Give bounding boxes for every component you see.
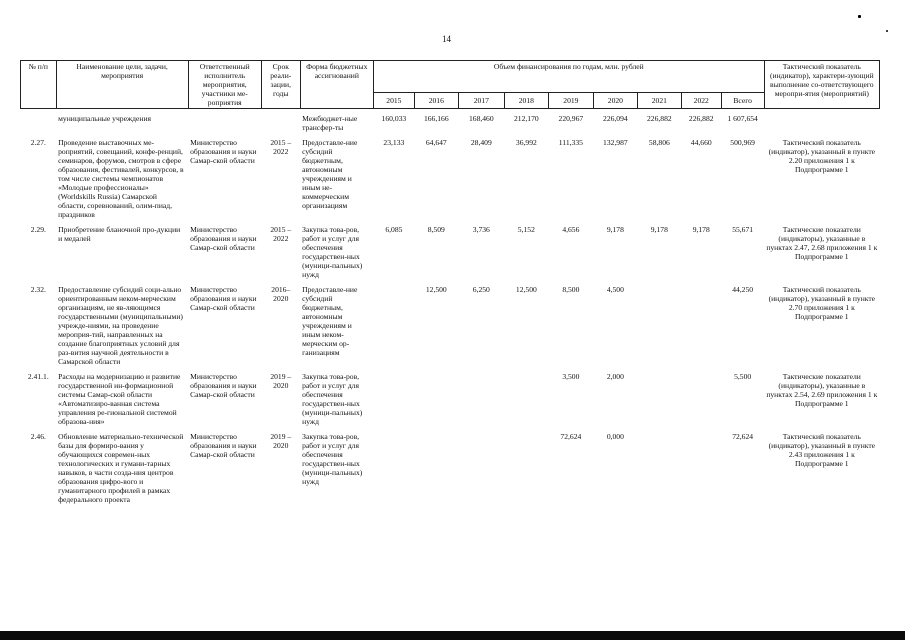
table-row — [21, 367, 880, 427]
row-term: 2015 – 2022 — [270, 225, 292, 243]
row-form: Межбюджет-ные трансфер-ты — [302, 114, 358, 132]
row-value-2016 — [414, 367, 458, 427]
header-year-2020: 2020 — [593, 92, 637, 108]
row-term: 2015 – 2022 — [270, 138, 292, 156]
row-value-2021: 9,178 — [650, 225, 668, 234]
row-indicator: Тактический показатель (индикатор), указанный в пункте 2.20 приложения 1 к Подпрограмме 1 — [768, 138, 876, 174]
row-term: 2019 – 2020 — [270, 372, 292, 390]
row-value-2015 — [373, 280, 414, 367]
row-term: 2016– 2020 — [271, 285, 291, 303]
table-body — [21, 109, 880, 506]
row-value-2020: 4,500 — [606, 285, 624, 294]
header-num: № п/п — [21, 61, 57, 109]
header-year-2019: 2019 — [548, 92, 593, 108]
row-value-2021: 58,806 — [648, 138, 670, 147]
row-value-2016: 64,647 — [425, 138, 447, 147]
header-year-2021: 2021 — [637, 92, 681, 108]
row-value-total: 500,969 — [730, 138, 755, 147]
row-number: 2.32. — [30, 285, 46, 294]
row-executor: Министерство образования и науки Самар-ской области — [190, 372, 257, 399]
row-value-2017 — [458, 427, 504, 505]
row-number: 2.46. — [30, 432, 46, 441]
table-row — [21, 280, 880, 367]
table-row — [21, 427, 880, 505]
header-year-total: Всего — [721, 92, 764, 108]
row-value-2021 — [637, 280, 681, 367]
row-form: Предоставле-ние субсидий бюджетным, автономным учреждениям и иным не-коммерческим организациям — [302, 138, 358, 210]
budget-table — [20, 60, 880, 505]
row-indicator: Тактические показатели (индикаторы), указанные в пунктах 2.54, 2.69 приложения 1 к Подпрограмме 1 — [766, 372, 878, 408]
row-value-2016: 8,509 — [427, 225, 445, 234]
scan-mark-top — [858, 15, 861, 18]
header-name: Наименование цели, задачи, мероприятия — [56, 61, 188, 109]
header-executor: Ответственный исполнитель мероприятия, участники ме-роприятия — [188, 61, 261, 109]
table-row — [21, 109, 880, 134]
row-value-2019: 3,500 — [562, 372, 580, 381]
row-value-2016 — [414, 427, 458, 505]
row-value-2018 — [504, 367, 548, 427]
table-row — [21, 133, 880, 220]
row-value-2020: 0,000 — [606, 432, 624, 441]
row-value-total: 5,500 — [734, 372, 752, 381]
row-executor: Министерство образования и науки Самар-ской области — [190, 225, 257, 252]
row-form: Предоставле-ние субсидий бюджетным, автономным учреждениям и иным неком-мерческим ор-ганизациям — [302, 285, 358, 357]
row-value-total: 44,250 — [732, 285, 754, 294]
row-value-2019: 111,335 — [558, 138, 583, 147]
row-value-2018: 36,992 — [515, 138, 537, 147]
row-executor — [188, 109, 261, 134]
header-row — [21, 61, 880, 93]
row-value-2018: 212,170 — [514, 114, 539, 123]
scan-mark-right — [886, 30, 888, 32]
row-value-2019: 72,624 — [560, 432, 582, 441]
page-number: 14 — [442, 34, 451, 44]
row-value-2017: 28,409 — [470, 138, 492, 147]
row-value-2020: 2,000 — [606, 372, 624, 381]
row-number: 2.29. — [30, 225, 46, 234]
row-value-2015 — [373, 427, 414, 505]
row-value-2020: 9,178 — [606, 225, 624, 234]
row-number: 2.27. — [30, 138, 46, 147]
header-funding: Объем финансирования по годам, млн. рублей — [373, 61, 764, 93]
row-form: Закупка това-ров, работ и услуг для обеспечения государствен-ных (муници-пальных) нужд — [302, 225, 363, 279]
row-name: Расходы на модернизацию и развитие государственной ин-формационной системы Самар-ской области «Автоматизиро-ванная система управления ре-гиональной системой образова-ния» — [58, 372, 181, 426]
row-indicator: Тактический показатель (индикатор), указанный в пункте 2.43 приложения 1 к Подпрограмме 1 — [768, 432, 876, 468]
row-value-2022: 9,178 — [692, 225, 710, 234]
row-value-2021 — [637, 427, 681, 505]
row-executor: Министерство образования и науки Самар-ской области — [190, 432, 257, 459]
header-year-2016: 2016 — [414, 92, 458, 108]
row-value-2022: 226,882 — [688, 114, 714, 123]
row-form: Закупка това-ров, работ и услуг для обеспечения государствен-ных (муници-пальных) нужд — [302, 372, 363, 426]
row-value-2017: 3,736 — [472, 225, 490, 234]
row-value-2022: 44,660 — [690, 138, 712, 147]
row-value-2021: 226,882 — [647, 114, 672, 123]
page-bottom-border — [0, 631, 905, 640]
header-form: Форма бюджетных ассигнований — [300, 61, 373, 109]
row-indicator: Тактические показатели (индикаторы), указанные в пунктах 2.47, 2.68 приложения 1 к Подпрограмме 1 — [766, 225, 878, 261]
row-value-2018: 5,152 — [517, 225, 535, 234]
row-form: Закупка това-ров, работ и услуг для обеспечения государствен-ных (муници-пальных) нужд — [302, 432, 363, 486]
row-value-2015 — [373, 367, 414, 427]
row-value-total: 1 607,654 — [727, 114, 758, 123]
row-value-2020: 132,987 — [603, 138, 628, 147]
header-year-2017: 2017 — [458, 92, 504, 108]
header-term: Срок реали-зации, годы — [261, 61, 300, 109]
row-name: Проведение выставочных ме-роприятий, совещаний, конфе-ренций, семинаров, форумов, смотров в сфере образования, фестивалей, конкурсов, в том числе системы чемпионатов «Молодые профессионалы» (Worldskills Russia) Самарской области, соревнований, олим-пиад, праздников — [58, 138, 184, 219]
header-year-2018: 2018 — [504, 92, 548, 108]
row-value-2015: 160,033 — [381, 114, 407, 123]
row-value-total: 55,671 — [732, 225, 754, 234]
row-value-2022 — [681, 367, 721, 427]
row-name: Обновление материально-технической базы для формиро-вания у обучающихся современ-ных технологических и гумани-тарных навыков, в части созда-ния центров образования цифро-вого и гуманитарного профилей в рамках федерального проекта — [58, 432, 184, 504]
row-term: 2019 – 2020 — [270, 432, 292, 450]
row-term — [261, 109, 300, 134]
row-name: Приобретение бланочной про-дукции и медалей — [58, 225, 181, 243]
row-executor: Министерство образования и науки Самар-ской области — [190, 138, 257, 165]
row-indicator: Тактический показатель (индикатор), указанный в пункте 2.70 приложения 1 к Подпрограмме 1 — [768, 285, 876, 321]
row-executor: Министерство образования и науки Самар-ской области — [190, 285, 257, 312]
row-value-2022 — [681, 280, 721, 367]
row-number — [21, 109, 57, 134]
row-value-2018 — [504, 427, 548, 505]
row-value-2016: 12,500 — [425, 285, 447, 294]
row-value-2022 — [681, 427, 721, 505]
row-name: Предоставление субсидий соци-ально ориентированным неком-мерческим организациям, не яв-ляющимся государственными (муниципальными) учрежде-ниями, на проведение мероприя-тий, направленных на создание благоприятных условий для раз-вития научной деятельности в Самарской области — [58, 285, 183, 366]
header-year-2015: 2015 — [373, 92, 414, 108]
header-year-2022: 2022 — [681, 92, 721, 108]
table-row — [21, 220, 880, 280]
row-value-2017 — [458, 367, 504, 427]
row-value-total: 72,624 — [732, 432, 754, 441]
row-name: муниципальные учреждения — [58, 114, 152, 123]
row-value-2020: 226,094 — [603, 114, 628, 123]
row-value-2021 — [637, 367, 681, 427]
header-indicator: Тактический показатель (индикатор), характери-зующий выполнение со-ответствующего меропри-ятия (мероприятий) — [764, 61, 879, 109]
row-value-2017: 168,460 — [468, 114, 494, 123]
row-value-2017: 6,250 — [472, 285, 490, 294]
row-value-2019: 4,656 — [562, 225, 580, 234]
row-value-2019: 8,500 — [562, 285, 580, 294]
row-value-2018: 12,500 — [515, 285, 537, 294]
row-value-2015: 23,133 — [383, 138, 405, 147]
row-value-2016: 166,166 — [423, 114, 449, 123]
row-number: 2.41.1. — [27, 372, 49, 381]
row-value-2019: 220,967 — [558, 114, 584, 123]
row-indicator — [764, 109, 879, 134]
row-value-2015: 6,085 — [385, 225, 403, 234]
